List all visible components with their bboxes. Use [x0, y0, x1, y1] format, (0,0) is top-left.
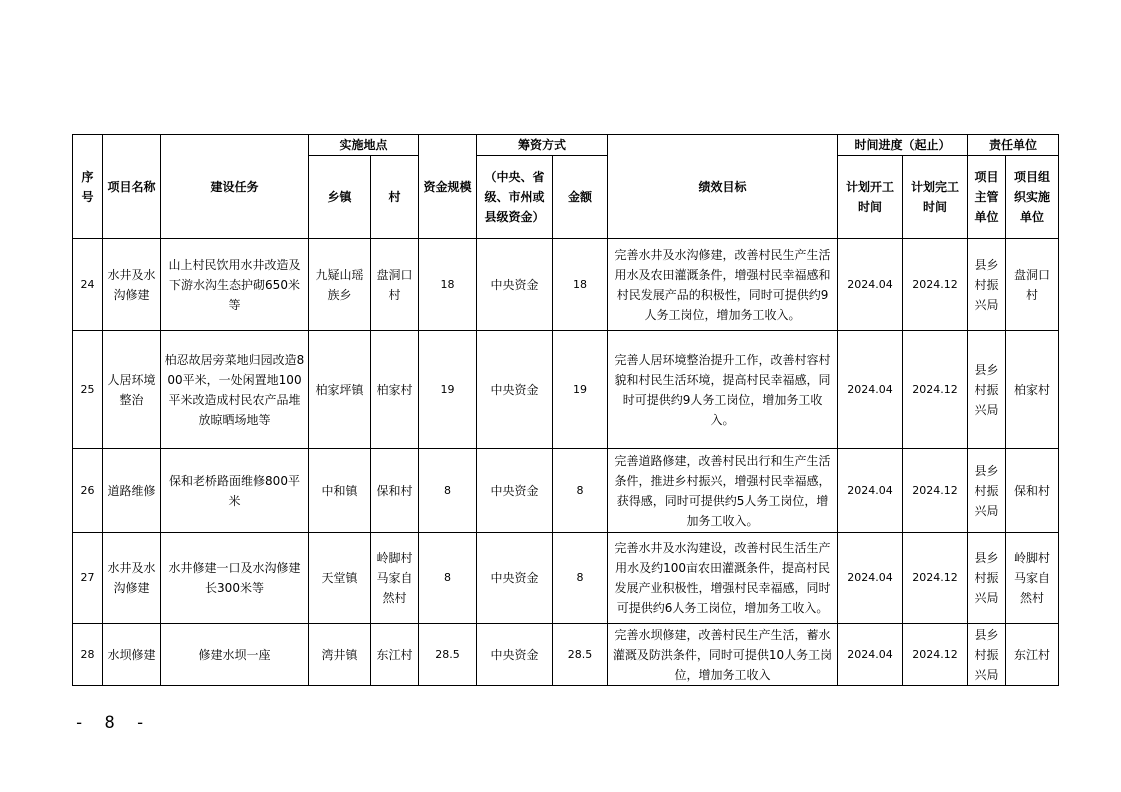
cell-task: 柏忍故居旁菜地归园改造800平米，一处闲置地100平米改造成村民农产品堆放晾晒场地等: [161, 331, 309, 449]
page-number: - 8 -: [74, 713, 151, 733]
header-end: 计划完工时间: [903, 156, 968, 239]
cell-amount: 18: [553, 239, 608, 331]
header-town: 乡镇: [309, 156, 371, 239]
cell-town: 柏家坪镇: [309, 331, 371, 449]
cell-seq: 28: [73, 624, 103, 686]
cell-source: 中央资金: [477, 239, 553, 331]
cell-task: 山上村民饮用水井改造及下游水沟生态护砌650米等: [161, 239, 309, 331]
cell-project-name: 水井及水沟修建: [103, 239, 161, 331]
cell-end: 2024.12: [903, 533, 968, 624]
cell-executor: 保和村: [1006, 449, 1059, 533]
cell-amount: 28.5: [553, 624, 608, 686]
cell-town: 湾井镇: [309, 624, 371, 686]
cell-authority: 县乡村振兴局: [968, 449, 1006, 533]
header-village: 村: [371, 156, 419, 239]
cell-project-name: 水井及水沟修建: [103, 533, 161, 624]
header-task: 建设任务: [161, 135, 309, 239]
header-executor: 项目组织实施单位: [1006, 156, 1059, 239]
cell-town: 天堂镇: [309, 533, 371, 624]
cell-amount: 19: [553, 331, 608, 449]
cell-source: 中央资金: [477, 624, 553, 686]
cell-goal: 完善道路修建，改善村民出行和生产生活条件，推进乡村振兴，增强村民幸福感，获得感，同时可提供约5人务工岗位，增加务工收入。: [608, 449, 838, 533]
header-scale: 资金规模: [419, 135, 477, 239]
header-project-name: 项目名称: [103, 135, 161, 239]
cell-amount: 8: [553, 449, 608, 533]
cell-project-name: 水坝修建: [103, 624, 161, 686]
cell-executor: 柏家村: [1006, 331, 1059, 449]
header-authority: 项目主管单位: [968, 156, 1006, 239]
cell-village: 岭脚村马家自然村: [371, 533, 419, 624]
cell-end: 2024.12: [903, 239, 968, 331]
cell-task: 水井修建一口及水沟修建长300米等: [161, 533, 309, 624]
header-amount: 金额: [553, 156, 608, 239]
cell-village: 保和村: [371, 449, 419, 533]
cell-authority: 县乡村振兴局: [968, 533, 1006, 624]
cell-task: 保和老桥路面维修800平米: [161, 449, 309, 533]
cell-end: 2024.12: [903, 624, 968, 686]
cell-project-name: 人居环境整治: [103, 331, 161, 449]
cell-town: 九疑山瑶族乡: [309, 239, 371, 331]
cell-start: 2024.04: [838, 331, 903, 449]
header-responsible: 责任单位: [968, 135, 1059, 156]
table-row: [73, 239, 1059, 331]
cell-start: 2024.04: [838, 533, 903, 624]
cell-seq: 26: [73, 449, 103, 533]
cell-authority: 县乡村振兴局: [968, 624, 1006, 686]
cell-start: 2024.04: [838, 624, 903, 686]
header-funding: 筹资方式: [477, 135, 608, 156]
cell-authority: 县乡村振兴局: [968, 331, 1006, 449]
cell-end: 2024.12: [903, 449, 968, 533]
cell-scale: 19: [419, 331, 477, 449]
cell-authority: 县乡村振兴局: [968, 239, 1006, 331]
cell-scale: 28.5: [419, 624, 477, 686]
cell-goal: 完善人居环境整治提升工作，改善村容村貌和村民生活环境，提高村民幸福感，同时可提供约9人务工岗位，增加务工收入。: [608, 331, 838, 449]
cell-village: 柏家村: [371, 331, 419, 449]
cell-start: 2024.04: [838, 449, 903, 533]
cell-goal: 完善水井及水沟修建，改善村民生产生活用水及农田灌溉条件，增强村民幸福感和村民发展产品的积极性，同时可提供约9人务工岗位，增加务工收入。: [608, 239, 838, 331]
header-start: 计划开工时间: [838, 156, 903, 239]
cell-executor: 岭脚村马家自然村: [1006, 533, 1059, 624]
cell-town: 中和镇: [309, 449, 371, 533]
cell-goal: 完善水坝修建，改善村民生产生活，蓄水灌溉及防洪条件，同时可提供10人务工岗位，增加务工收入: [608, 624, 838, 686]
cell-source: 中央资金: [477, 331, 553, 449]
table-row: [73, 449, 1059, 533]
cell-end: 2024.12: [903, 331, 968, 449]
cell-goal: 完善水井及水沟建设，改善村民生活生产用水及约100亩农田灌溉条件，提高村民发展产业积极性，增强村民幸福感，同时可提供约6人务工岗位，增加务工收入。: [608, 533, 838, 624]
cell-scale: 8: [419, 449, 477, 533]
table-row: [73, 533, 1059, 624]
header-seq: 序号: [73, 135, 103, 239]
header-source: （中央、省级、市州或县级资金）: [477, 156, 553, 239]
table-row: [73, 624, 1059, 686]
cell-executor: 东江村: [1006, 624, 1059, 686]
header-goal: 绩效目标: [608, 135, 838, 239]
cell-source: 中央资金: [477, 533, 553, 624]
cell-executor: 盘洞口村: [1006, 239, 1059, 331]
cell-village: 东江村: [371, 624, 419, 686]
cell-source: 中央资金: [477, 449, 553, 533]
table-row: [73, 331, 1059, 449]
cell-task: 修建水坝一座: [161, 624, 309, 686]
cell-scale: 8: [419, 533, 477, 624]
project-table: [72, 134, 1059, 686]
header-schedule: 时间进度（起止）: [838, 135, 968, 156]
header-location: 实施地点: [309, 135, 419, 156]
cell-village: 盘洞口村: [371, 239, 419, 331]
cell-seq: 27: [73, 533, 103, 624]
cell-project-name: 道路维修: [103, 449, 161, 533]
cell-start: 2024.04: [838, 239, 903, 331]
cell-amount: 8: [553, 533, 608, 624]
cell-scale: 18: [419, 239, 477, 331]
cell-seq: 25: [73, 331, 103, 449]
cell-seq: 24: [73, 239, 103, 331]
